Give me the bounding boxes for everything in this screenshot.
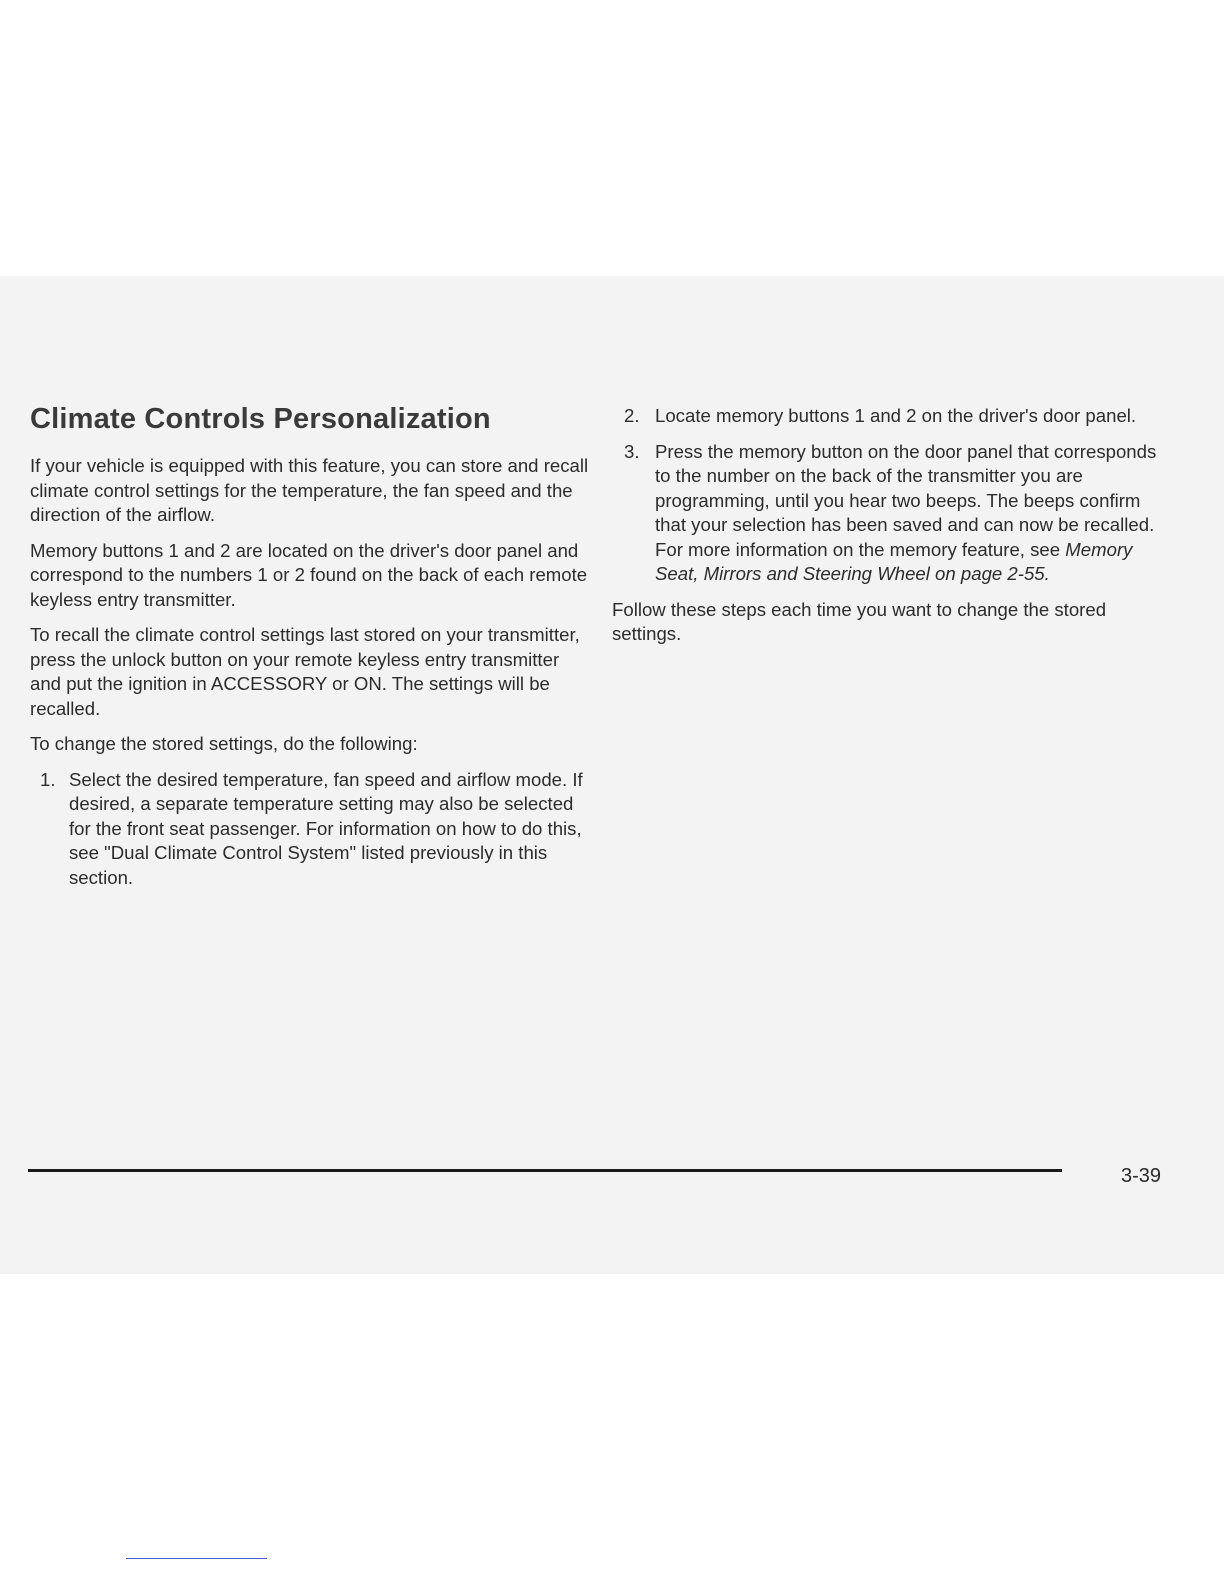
step-item xyxy=(612,440,1172,587)
steps-list-left xyxy=(30,768,590,891)
intro-paragraph: If your vehicle is equipped with this feature, you can store and recall climate control settings for the temperature, the fan speed and the direction of the airflow. xyxy=(30,455,589,525)
manual-page xyxy=(0,276,1224,1274)
step-text: Locate memory buttons 1 and 2 on the driver's door panel. xyxy=(655,405,1137,426)
closing-paragraph: Follow these steps each time you want to change the stored settings. xyxy=(612,598,1107,644)
step-text: Press the memory button on the door panel that corresponds to the number on the back of the transmitter you are programming, until you hear two beeps. The beeps confirm that your selection has been saved and can now be recalled. For more information on the memory feature, see xyxy=(655,440,1157,560)
cross-reference: Memory Seat, Mirrors and Steering Wheel on page 2-55. xyxy=(655,538,1133,584)
left-column xyxy=(30,402,590,901)
step-number: 3. xyxy=(624,440,640,462)
change-settings-paragraph: To change the stored settings, do the following: xyxy=(30,733,418,754)
step-item xyxy=(612,404,1172,429)
section-title: Climate Controls Personalization xyxy=(30,403,491,435)
footer-rule xyxy=(28,1169,1062,1172)
right-column xyxy=(612,404,1172,658)
step-text: Select the desired temperature, fan speed and airflow mode. If desired, a separate temperature setting may also be selected for the front seat passenger. For information on how to do this, see "Dual Climate Control System" listed previously in this section. xyxy=(69,768,583,888)
recall-paragraph: To recall the climate control settings last stored on your transmitter, press the unlock button on your remote keyless entry transmitter and put the ignition in ACCESSORY or ON. The settings will be recalled. xyxy=(30,624,580,719)
page-number: 3-39 xyxy=(1121,1165,1162,1187)
link-underline xyxy=(126,1558,267,1559)
steps-list-right xyxy=(612,404,1172,587)
step-item xyxy=(30,768,590,891)
memory-buttons-paragraph: Memory buttons 1 and 2 are located on the driver's door panel and correspond to the numbers 1 or 2 found on the back of each remote keyless entry transmitter. xyxy=(30,539,588,610)
step-number: 2. xyxy=(624,405,640,426)
step-number: 1. xyxy=(40,768,56,790)
